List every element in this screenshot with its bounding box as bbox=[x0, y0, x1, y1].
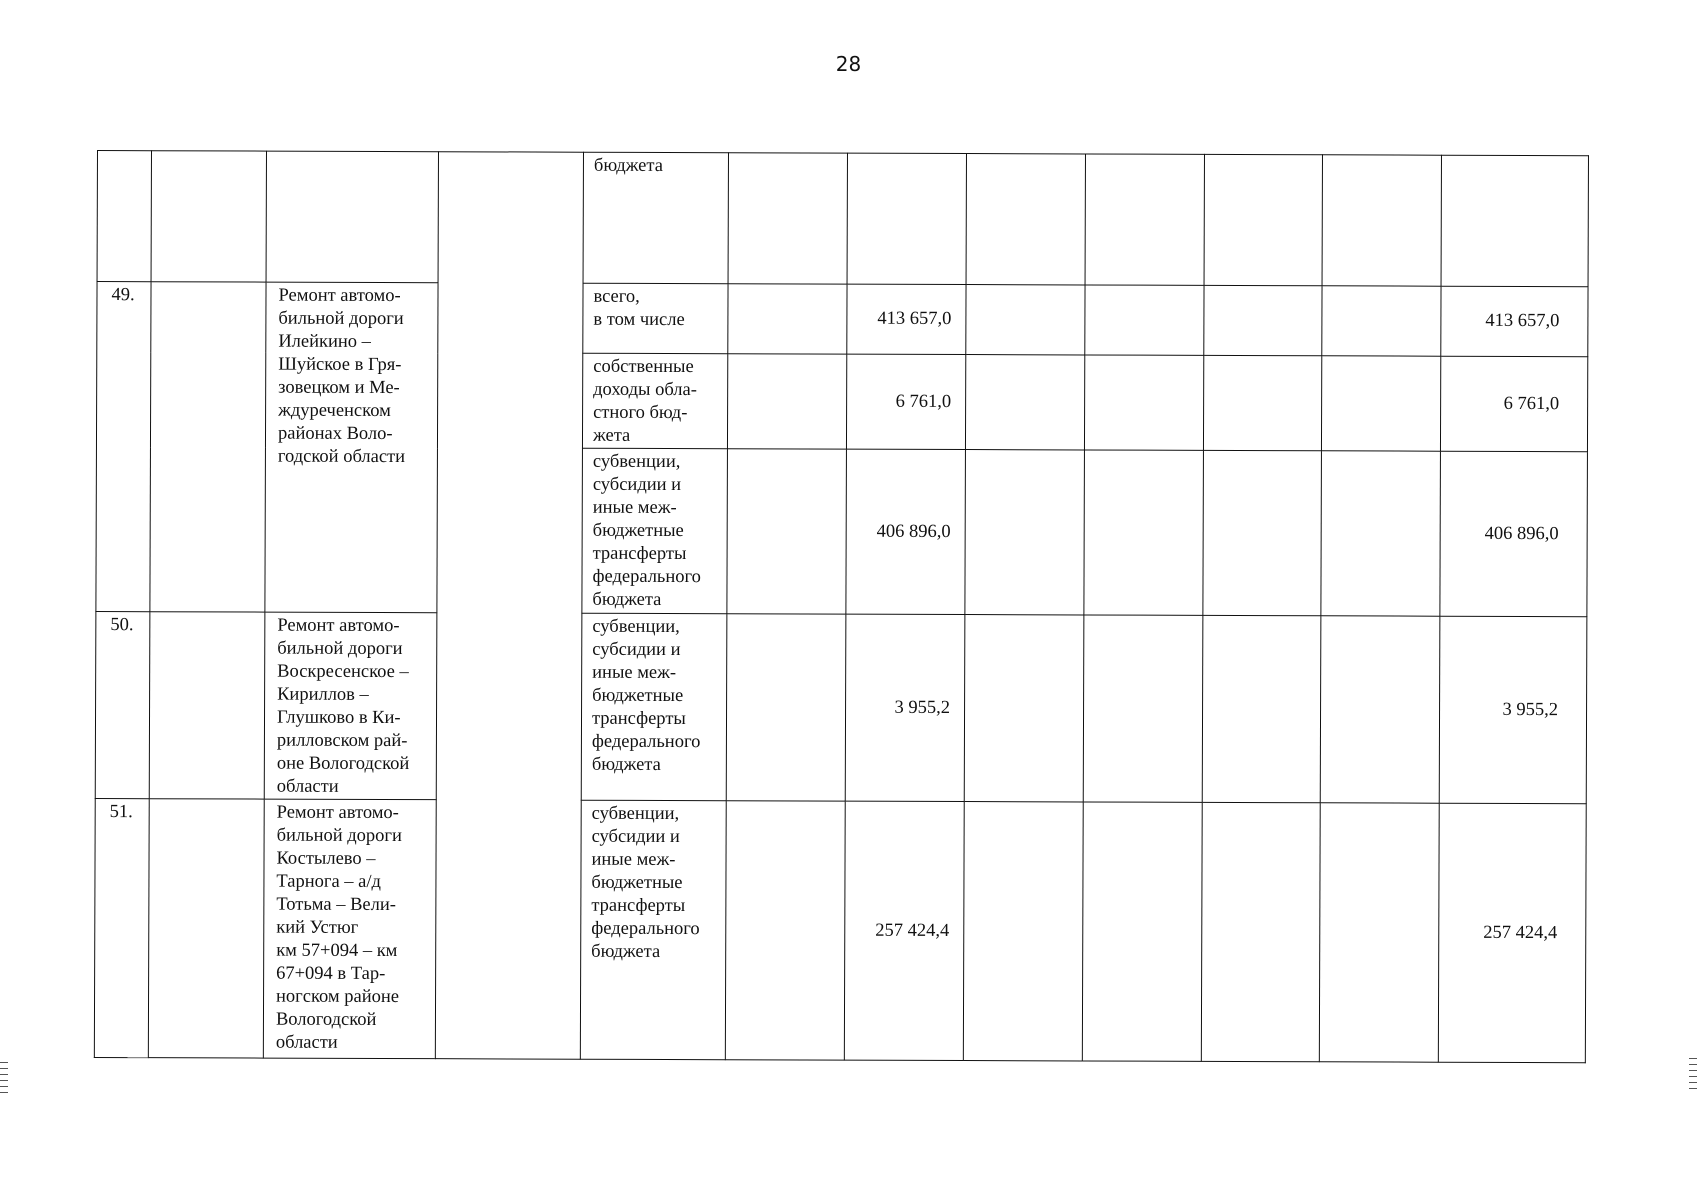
amount-cell: 413 657,0 bbox=[847, 284, 966, 354]
name-line: Шуйское в Гря- bbox=[278, 354, 402, 376]
empty-cell bbox=[1203, 355, 1321, 450]
object-name-cell bbox=[263, 799, 436, 1059]
index-cell: 49. bbox=[96, 282, 151, 612]
budget-table bbox=[94, 150, 1589, 1063]
empty-cell bbox=[725, 801, 845, 1060]
source-line: бюджета bbox=[591, 754, 661, 775]
table-row bbox=[97, 151, 1588, 287]
source-line: субвенции, bbox=[592, 451, 681, 473]
total-cell: 406 896,0 bbox=[1440, 451, 1588, 617]
funding-source-cell bbox=[583, 283, 728, 354]
name-line: Илейкино – bbox=[278, 331, 371, 352]
empty-cell bbox=[1321, 451, 1441, 616]
code-cell bbox=[151, 151, 266, 282]
empty-cell bbox=[727, 354, 846, 449]
empty-cell bbox=[963, 802, 1083, 1061]
name-line: км 57+094 – км bbox=[276, 940, 398, 962]
empty-cell bbox=[1084, 355, 1203, 450]
source-line: бюджета bbox=[592, 589, 662, 610]
index-cell: 50. bbox=[95, 611, 150, 798]
name-line: Глушково в Ки- bbox=[276, 707, 401, 729]
name-line: Костылево – bbox=[276, 848, 376, 869]
name-line: годской области bbox=[277, 446, 406, 468]
source-line: в том числе bbox=[593, 309, 685, 331]
total-cell bbox=[1441, 155, 1588, 287]
amount-cell: 6 761,0 bbox=[846, 354, 965, 449]
empty-cell bbox=[1322, 155, 1441, 286]
funding-source-cell bbox=[582, 448, 728, 614]
empty-column-cell bbox=[435, 152, 583, 1060]
source-line: иные меж- bbox=[592, 497, 677, 519]
name-line: Вологодской bbox=[275, 1009, 377, 1030]
total-cell: 6 761,0 bbox=[1440, 356, 1587, 452]
name-line: ногском районе bbox=[276, 986, 400, 1008]
empty-cell bbox=[964, 615, 1084, 802]
total-cell: 3 955,2 bbox=[1439, 616, 1587, 804]
table-row bbox=[95, 611, 1587, 803]
name-line: бильной дороги bbox=[276, 825, 402, 847]
name-line: Кириллов – bbox=[277, 684, 369, 705]
empty-cell bbox=[965, 355, 1084, 450]
empty-cell bbox=[1082, 802, 1202, 1061]
amount-cell: 406 896,0 bbox=[846, 449, 966, 614]
empty-cell bbox=[727, 449, 847, 614]
name-line: Тотьма – Вели- bbox=[276, 894, 396, 916]
name-line: рилловском рай- bbox=[276, 730, 408, 752]
name-line: оне Вологодской bbox=[276, 753, 410, 775]
object-name-cell bbox=[265, 282, 438, 613]
name-line: кий Устюг bbox=[276, 917, 359, 938]
empty-cell bbox=[1322, 286, 1441, 356]
name-line: Ремонт автомо- bbox=[276, 802, 399, 824]
name-line: области bbox=[276, 776, 339, 797]
empty-cell bbox=[1204, 285, 1322, 355]
source-line: субсидии и bbox=[592, 474, 682, 496]
name-line: бильной дороги bbox=[277, 638, 403, 660]
name-line: 67+094 в Тар- bbox=[276, 963, 386, 985]
source-line: федерального bbox=[591, 731, 701, 753]
code-cell bbox=[148, 799, 264, 1058]
source-line: трансферты bbox=[591, 708, 686, 730]
table-row bbox=[97, 282, 1588, 357]
source-line: федерального bbox=[592, 566, 701, 588]
table-row bbox=[94, 798, 1586, 1062]
name-line: Тарнога – а/д bbox=[276, 871, 381, 892]
name-line: ждуреченском bbox=[278, 400, 391, 422]
source-line: субсидии и bbox=[592, 639, 681, 661]
total-cell: 257 424,4 bbox=[1438, 803, 1586, 1063]
funding-source-cell bbox=[582, 353, 727, 449]
amount-cell: 3 955,2 bbox=[845, 614, 965, 801]
empty-cell bbox=[1321, 356, 1440, 451]
index-cell: 51. bbox=[94, 798, 149, 1057]
empty-cell bbox=[1084, 450, 1204, 615]
name-line: бильной дороги bbox=[278, 308, 404, 330]
empty-cell bbox=[1319, 803, 1439, 1062]
empty-cell bbox=[1201, 802, 1320, 1061]
source-line: всего, bbox=[593, 286, 640, 307]
empty-cell bbox=[1085, 285, 1204, 355]
total-cell: 413 657,0 bbox=[1441, 286, 1588, 357]
empty-cell bbox=[728, 153, 847, 284]
amount-cell: 257 424,4 bbox=[844, 801, 964, 1060]
object-name-cell bbox=[266, 151, 438, 283]
empty-cell bbox=[728, 284, 847, 354]
source-line: субсидии и bbox=[591, 826, 680, 848]
page-number: 28 bbox=[835, 52, 862, 76]
empty-cell bbox=[1083, 615, 1203, 802]
source-line: бюджета bbox=[591, 941, 661, 962]
funding-source-cell: бюджета bbox=[583, 152, 728, 284]
source-line: субвенции, bbox=[591, 803, 680, 825]
name-line: Воскресенское – bbox=[277, 661, 409, 683]
source-line: доходы обла- bbox=[593, 379, 697, 401]
source-line: трансферты bbox=[591, 895, 686, 917]
source-line: иные меж- bbox=[592, 662, 677, 684]
index-cell bbox=[97, 151, 151, 282]
source-line: собственные bbox=[593, 356, 694, 378]
scan-margin-marks bbox=[0, 1062, 8, 1096]
empty-cell bbox=[965, 450, 1085, 615]
empty-cell bbox=[966, 285, 1085, 355]
code-cell bbox=[149, 612, 265, 799]
source-line: жета bbox=[592, 425, 631, 446]
empty-cell bbox=[726, 614, 846, 801]
code-cell bbox=[150, 282, 266, 612]
source-line: бюджетные bbox=[591, 872, 683, 894]
name-line: зовецком и Ме- bbox=[278, 377, 400, 399]
empty-cell bbox=[1204, 154, 1322, 285]
name-line: Ремонт автомо- bbox=[278, 285, 401, 307]
source-line: стного бюд- bbox=[593, 402, 688, 424]
name-line: области bbox=[275, 1032, 338, 1053]
source-line: субвенции, bbox=[592, 616, 680, 638]
source-line: бюджетные bbox=[592, 520, 684, 542]
source-line: бюджетные bbox=[592, 685, 684, 707]
amount-cell bbox=[847, 153, 966, 284]
name-line: районах Воло- bbox=[277, 423, 393, 445]
empty-cell bbox=[1203, 450, 1322, 615]
source-line: федерального bbox=[591, 918, 700, 940]
empty-cell bbox=[1320, 616, 1440, 803]
empty-cell bbox=[1202, 615, 1321, 802]
name-line: Ремонт автомо- bbox=[277, 615, 400, 637]
empty-cell bbox=[1085, 154, 1204, 285]
source-line: трансферты bbox=[592, 543, 687, 565]
funding-source-cell bbox=[580, 800, 726, 1060]
empty-cell bbox=[966, 154, 1085, 285]
object-name-cell bbox=[264, 612, 437, 800]
funding-source-cell bbox=[581, 613, 727, 801]
source-line: иные меж- bbox=[591, 849, 676, 871]
scan-margin-marks bbox=[1689, 1058, 1697, 1092]
